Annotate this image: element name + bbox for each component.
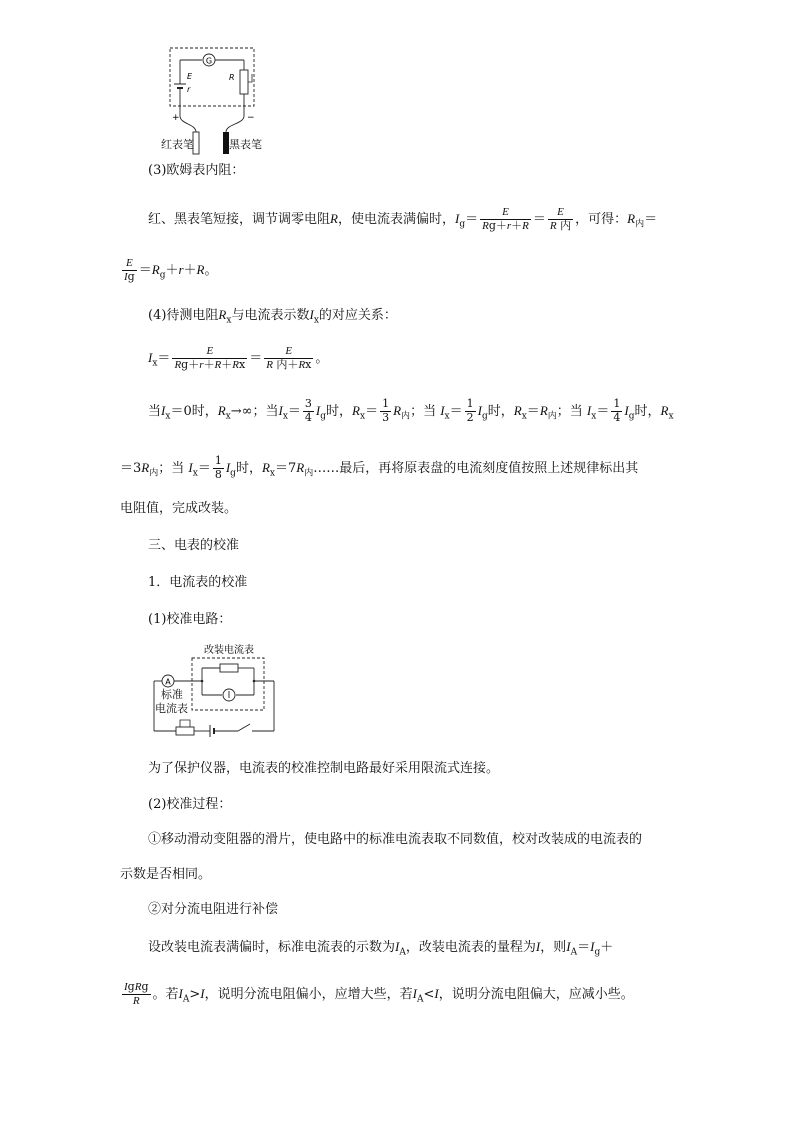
zero-adjust-rheostat — [240, 70, 248, 94]
plus-terminal-label: + — [172, 113, 180, 123]
paragraph-step1-cont: 示数是否相同。 — [120, 867, 212, 882]
paragraph-scale-points-cont: $=3R_内$；当 $I_x=$ $\frac{1}{8}$ $I_g$时，$R_x=7R_内\dots\dots$最后，再将原表盘的电流刻度值按照上述规律标出其 — [120, 454, 639, 481]
paragraph-step1: ①移动滑动变阻器的滑片，使电路中的标准电流表取不同数值，校对改装成的电流表的 — [148, 832, 643, 847]
formula-full-deflection: $\frac{E}{Rg+r+R}$ — [482, 206, 529, 232]
black-probe-label: 黑表笔 — [229, 138, 262, 151]
paragraph-scale-points: 当$I_x=0$时，$R_x\to\infty$；当$I_x=$ $\frac{3}{4}$ $I_g$时，$R_x=$ $\frac{1}{3}$ $R_内$；当 $I_x=$ $\frac{1}{2}$ $I_g$时，$R_x=R_内$；当 $I_x=$ $\frac{1}{4}$ $I_g$时，$R_x$ — [148, 397, 674, 424]
section-heading-calibration: 三、电表的校准 — [148, 538, 240, 553]
subheading-calibration-process: (2)校准过程： — [148, 797, 232, 812]
standard-ammeter-label-1: 标准 — [161, 688, 183, 701]
section-heading-internal-resistance: (3)欧姆表内阻： — [148, 163, 245, 178]
switch-symbol — [238, 724, 250, 731]
paragraph-protection-note: 为了保护仪器，电流表的校准控制电路最好采用限流式连接。 — [148, 761, 500, 776]
modified-ammeter-label: 改装电流表 — [204, 645, 254, 656]
paragraph-compensation: 设改装电流表满偏时，标准电流表的示数为$I_A$，改装电流表的量程为I，则$I_A=I_g+$ — [148, 939, 614, 958]
standard-ammeter-label-2: 电流表 — [155, 702, 188, 715]
internal-resistance-label: r — [187, 85, 191, 94]
minus-terminal-label: − — [247, 113, 255, 123]
formula-internal-resistance: $\frac{E}{Ig}$ $=R_g+r+R$。 — [124, 257, 218, 283]
subheading-calibration-circuit: (1)校准电路： — [148, 612, 232, 627]
formula-ix: $I_x=$ $\frac{E}{Rg+r+R+Rx}$ ＝ $\frac{E}{\text{R 内＋Rx}}$ 。 — [148, 345, 329, 371]
paragraph-step2: ②对分流电阻进行补偿 — [148, 902, 279, 917]
rheostat-label: R — [229, 73, 235, 82]
emf-label: E — [187, 72, 193, 81]
red-probe-label: 红表笔 — [161, 138, 194, 151]
standard-ammeter-letter: A — [165, 677, 171, 687]
galvanometer-label: G — [205, 56, 213, 66]
paragraph-compensation-cont: $\frac{\text{IgRg}}{R}$ 。若$I_A>I$，说明分流电阻偏小，应增大些，若$I_A<I$，说明分流电阻偏大，应减小些。 — [124, 980, 634, 1007]
paragraph-short-circuit: 红、黑表笔短接，调节调零电阻R，使电流表满偏时，$I_g=$ $\frac{E}{Rg+r+R}$ ＝ $\frac{E}{\text{R 内}}$ ，可得：$R_内=$ — [148, 206, 658, 232]
formula-internal-ratio: $\frac{E}{\text{R 内}}$ — [549, 206, 572, 232]
subheading-ammeter-calibration: 1．电流表的校准 — [148, 575, 248, 590]
shunt-resistor — [220, 664, 238, 672]
paragraph-finish: 电阻值，完成改装。 — [120, 501, 238, 516]
section-heading-rx-relation: (4)待测电阻$R_x$与电流表示数$I_x$的对应关系： — [148, 307, 397, 326]
rheostat-bottom — [176, 727, 194, 735]
